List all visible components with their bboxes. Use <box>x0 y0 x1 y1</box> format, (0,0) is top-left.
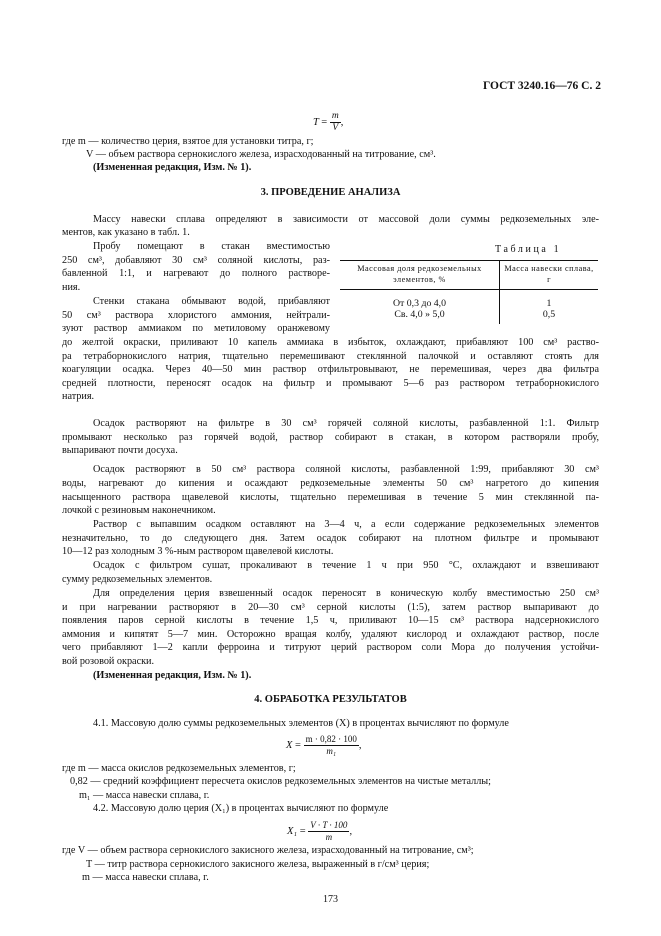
paragraph-3-line-4: до желтой окраски, приливают 10 капель аммиака в избыток, охлаждают, прибавляют 100 см³ раство- <box>62 337 599 348</box>
paragraph-5-line-3: насыщенного раствора щавелевой кислоты, тщательно перемешивая в течение 5 мин стеклянной па- <box>62 492 599 503</box>
paragraph-3-line-8: натрия. <box>62 391 95 402</box>
paragraph-1-line-1: Массу навески сплава определяют в зависимости от массовой доли суммы редкоземельных эле- <box>93 214 599 225</box>
formula-x1-fraction: $\frac{V \cdot T \cdot 100}{m}$ <box>310 820 348 842</box>
section-4-title: 4. ОБРАБОТКА РЕЗУЛЬТАТОВ <box>254 694 407 705</box>
paragraph-4-line-1: Осадок растворяют на фильтре в 30 см³ горячей соляной кислоты, разбавленной 1:1. Фильтр <box>93 418 599 429</box>
formula-x-fraction: $\frac{m \cdot 0,82 \cdot 100}{\text{m₁}}$ <box>305 734 357 756</box>
formula-titre-fraction: $\frac{m}{V}$ <box>331 111 339 133</box>
paragraph-4-line-3: выпаривают почти досуха. <box>62 445 178 456</box>
paragraph-6-line-1: Раствор с выпавшим осадком оставляют на 3—4 ч, а если содержание редкоземельных элементов <box>93 519 599 530</box>
paragraph-8-line-6: вой розовой окраски. <box>62 656 155 667</box>
paragraph-3-line-7: средней плотности, переносят осадок на фильтр и промывают 5—6 раз раствором тетраборнокислого <box>62 378 599 389</box>
where-x1-line-2: T — титр раствора сернокислого закисного железа, выраженный в г/см³ церия; <box>86 859 430 870</box>
paragraph-8-line-5: чего прибавляют 1—2 капли ферроина и титруют церий раствором соли Мора до получения устойчи- <box>62 642 599 653</box>
paragraph-3-line-2: 50 см³ раствора хлористого аммония, нейтрали- <box>62 310 330 321</box>
where-x1-line-1: где V — объем раствора сернокислого закисного железа, израсходованный на титрование, см³; <box>62 845 474 856</box>
table-1-header-col-1: Массовая доля редкоземельных элементов, % <box>340 261 500 290</box>
paragraph-3-line-3: зуют раствор аммиаком по метиловому оранжевому <box>62 323 330 334</box>
where-x1-line-3: m — масса навески сплава, г. <box>82 872 209 883</box>
amendment-note: (Измененная редакция, Изм. № 1). <box>93 670 252 681</box>
formula-titre: T = $\frac{m}{V}$ , <box>313 111 344 133</box>
page-number: 173 <box>323 894 338 905</box>
clause-4-1-text: 4.1. Массовую долю суммы редкоземельных элементов (X) в процентах вычисляют по формуле <box>93 718 509 729</box>
paragraph-5-line-1: Осадок растворяют в 50 см³ раствора соляной кислоты, разбавленной 1:99, прибавляют 30 см³ <box>93 464 599 475</box>
paragraph-5-line-4: лочкой с резиновым наконечником. <box>62 505 216 516</box>
paragraph-3-line-5: ра тетраборнокислого натрия, тщательно перемешивают стеклянной палочкой и оставляют стоять для <box>62 351 599 362</box>
where-x-line-2: 0,82 — средний коэффициент пересчета окислов редкоземельных элементов на чистые металлы; <box>70 776 491 787</box>
paragraph-3-line-1: Стенки стакана обмывают водой, прибавляют <box>93 296 330 307</box>
paragraph-8-line-1: Для определения церия взвешенный осадок переносят в коническую колбу вместимостью 250 см³ <box>93 588 599 599</box>
table-1-caption: Таблица 1 <box>495 244 562 255</box>
paragraph-8-line-3: появления паров серной кислоты в течение 1,5 ч, приливают 10—15 см³ раствора надсернокислого <box>62 615 599 626</box>
paragraph-2-line-4: ния. <box>62 282 81 293</box>
paragraph-1-line-2: ментов, как указано в табл. 1. <box>62 227 190 238</box>
table-row <box>340 290 598 310</box>
table-cell-mass: 1 <box>546 298 552 309</box>
table-row <box>340 310 598 325</box>
where-x-line-1: где m — масса окислов редкоземельных элементов, г; <box>62 763 296 774</box>
paragraph-6-line-2: незначительно, то до следующего дня. Затем осадок собирают на плотном фильтре и промывают <box>62 533 599 544</box>
table-cell-mass: 0,5 <box>542 308 556 320</box>
table-1-header-row <box>340 261 598 290</box>
paragraph-6-line-3: 10—12 раз холодным 3 %-ным раствором щавелевой кислоты. <box>62 546 334 557</box>
paragraph-5-line-2: воды, нагревают до кипения и осаждают редкоземельные элементы 50 см³ нагретого до кипения <box>62 478 599 489</box>
table-1-header-col-2: Масса навески сплава, г <box>504 264 594 284</box>
paragraph-2-line-1: Пробу помещают в стакан вместимостью <box>93 241 330 252</box>
clause-4-2-text: 4.2. Массовую долю церия (X₁) в процентах вычисляют по формуле <box>93 803 389 814</box>
where-x-line-3: m₁ — масса навески сплава, г. <box>79 790 210 801</box>
formula-cerium-fraction: X₁ = $\frac{V \cdot T \cdot 100}{m}$ , <box>287 820 353 842</box>
paragraph-2-line-3: бавленной 1:1, и нагревают до полного растворе- <box>62 268 330 279</box>
document-header: ГОСТ 3240.16—76 С. 2 <box>482 80 601 92</box>
where-titre-line-2: V — объем раствора сернокислого железа, израсходованный на титрование, см³. <box>86 149 436 160</box>
table-cell-range: Св. 4,0 » 5,0 <box>340 310 500 325</box>
where-titre-line-1: где m — количество церия, взятое для установки титра, г; <box>62 136 314 147</box>
paragraph-2-line-2: 250 см³, добавляют 30 см³ соляной кислоты, раз- <box>62 255 330 266</box>
section-3-title: 3. ПРОВЕДЕНИЕ АНАЛИЗА <box>260 187 401 198</box>
table-1 <box>340 260 598 324</box>
paragraph-3-line-6: коагуляции осадка. Через 40—50 мин раствор отфильтровывают, не перемешивая, через два фильтра <box>62 364 599 375</box>
formula-rare-earth-fraction: X = $\frac{m \cdot 0,82 \cdot 100}{\text{m₁}}$ , <box>286 734 362 756</box>
paragraph-8-line-2: и при нагревании растворяют в 20—30 см³ серной кислоты (1:5), затем раствор выпаривают до <box>62 602 599 613</box>
paragraph-7-line-2: сумму редкоземельных элементов. <box>62 574 213 585</box>
amendment-note: (Измененная редакция, Изм. № 1). <box>93 162 252 173</box>
paragraph-7-line-1: Осадок с фильтром сушат, прокаливают в течение 1 ч при 950 °С, охлаждают и взвешивают <box>93 560 599 571</box>
paragraph-4-line-2: промывают несколько раз горячей водой, раствор собирают в стакан, в котором растворяли пробу, <box>62 432 599 443</box>
paragraph-8-line-4: аммония и кипятят 5—7 мин. Осторожно вращая колбу, удаляют кислород и охлаждают раствор, после <box>62 629 599 640</box>
table-cell-range: От 0,3 до 4,0 <box>340 290 500 310</box>
